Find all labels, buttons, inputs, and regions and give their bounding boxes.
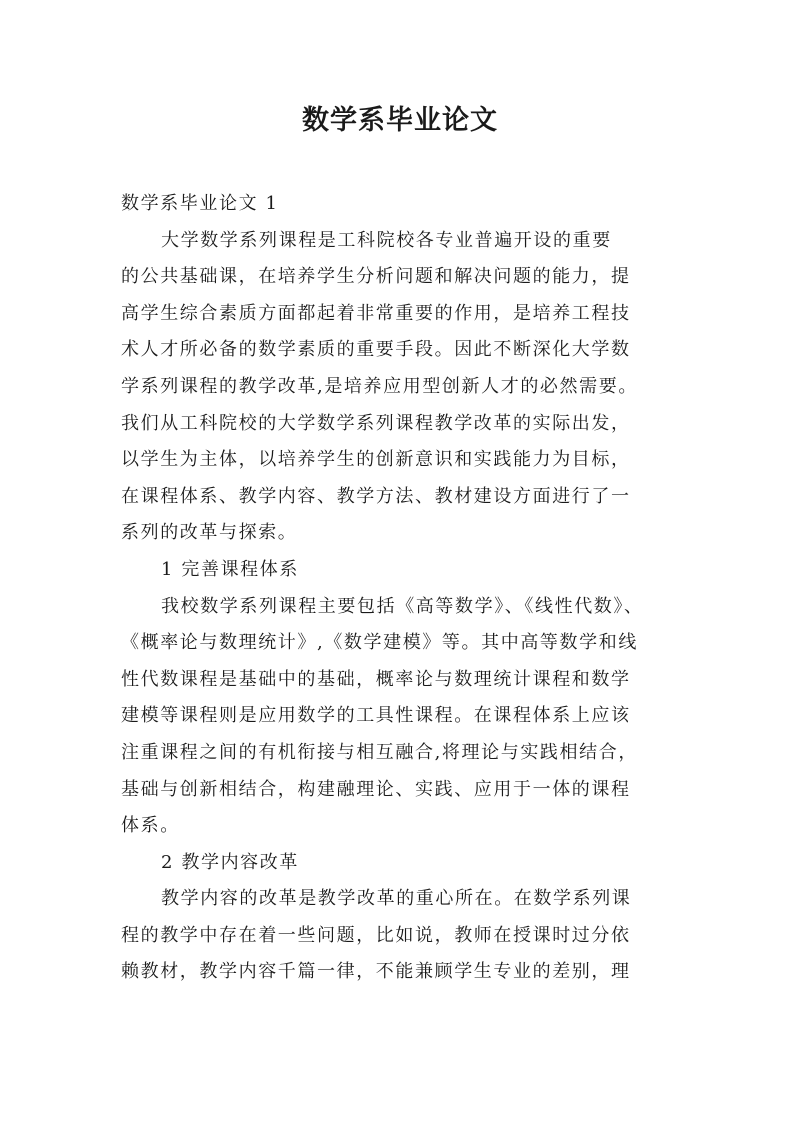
text-line: 大学数学系列课程是工科院校各专业普遍开设的重要 (161, 229, 612, 251)
text-line: 建模等课程则是应用数学的工具性课程。在课程体系上应该 (121, 705, 631, 727)
text-line: 《概率论与数理统计》,《数学建模》等。其中高等数学和线 (121, 632, 638, 654)
text-line: 1 完善课程体系 (161, 558, 299, 580)
text-line: 高学生综合素质方面都起着非常重要的作用，是培养工程技 (121, 302, 631, 324)
text-line: 赖教材，教学内容千篇一律，不能兼顾学生专业的差别，理 (121, 961, 631, 983)
text-line: 程的教学中存在着一些问题，比如说，教师在授课时过分依 (121, 924, 631, 946)
text-line: 2 教学内容改革 (161, 851, 299, 873)
text-line: 的公共基础课，在培养学生分析问题和解决问题的能力，提 (121, 266, 631, 288)
text-line: 系列的改革与探索。 (121, 522, 298, 544)
text-line: 我校数学系列课程主要包括《高等数学》、《线性代数》、 (161, 595, 644, 617)
text-line: 教学内容的改革是教学改革的重心所在。在数学系列课 (161, 888, 632, 910)
text-line: 以学生为主体，以培养学生的创新意识和实践能力为目标， (121, 449, 631, 471)
text-line: 我们从工科院校的大学数学系列课程教学改革的实际出发， (121, 412, 631, 434)
text-line: 注重课程之间的有机衔接与相互融合,将理论与实践相结合， (121, 741, 638, 763)
text-line: 在课程体系、教学内容、教学方法、教材建设方面进行了一 (121, 485, 631, 507)
document-title: 数学系毕业论文 (302, 105, 498, 136)
text-line: 术人才所必备的数学素质的重要手段。因此不断深化大学数 (121, 339, 631, 361)
text-line: 数学系毕业论文 1 (121, 193, 279, 214)
text-line: 基础与创新相结合，构建融理论、实践、应用于一体的课程 (121, 778, 631, 800)
text-line: 学系列课程的教学改革,是培养应用型创新人才的必然需要。 (121, 375, 638, 397)
document-body (121, 186, 691, 991)
text-line: 体系。 (121, 815, 180, 837)
text-line: 性代数课程是基础中的基础，概率论与数理统计课程和数学 (121, 668, 631, 690)
